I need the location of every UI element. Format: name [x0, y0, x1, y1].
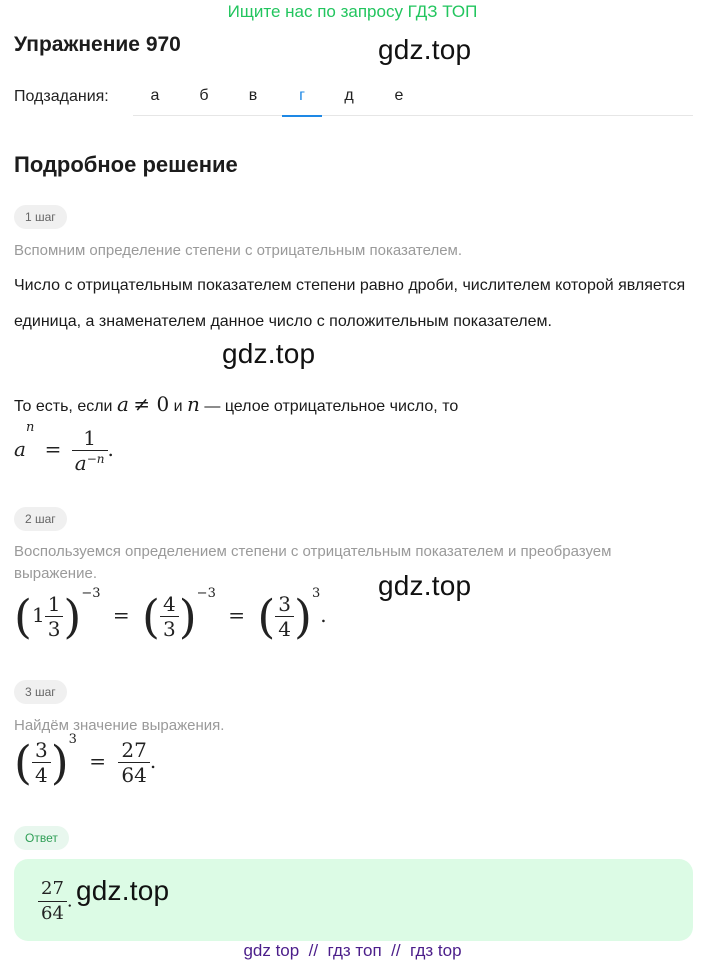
- tab-v[interactable]: в: [248, 87, 258, 104]
- exercise-title: Упражнение 970: [14, 33, 181, 56]
- subtasks-label: Подзадания:: [14, 88, 109, 105]
- definition-formula: $a^n$ = $\frac{1}{a^{-n}}$ .: [14, 420, 114, 475]
- step-3-formula: ( $\frac{3}{4}$ )$^3$ = $\frac{27}{64}$ .: [14, 732, 157, 790]
- step-1-text: Число с отрицательным показателем степени равно дроби, числителем которой является единица, а знаменателем данное число с положительным показателем.: [14, 277, 686, 330]
- watermark: gdz.top: [76, 875, 170, 906]
- promo-banner[interactable]: Ищите нас по запросу ГДЗ ТОП: [227, 2, 478, 21]
- tab-a[interactable]: а: [150, 87, 160, 104]
- step-2-hint: Воспользуемся определением степени с отрицательным показателем и преобразуем выражение.: [14, 543, 612, 582]
- step-1-condition: [14, 386, 694, 425]
- answer-numerator: 27: [38, 877, 67, 902]
- answer-chip: Ответ: [14, 826, 69, 850]
- condition-suffix: — целое отрицательное число, то: [204, 398, 459, 415]
- tab-d[interactable]: д: [344, 87, 354, 104]
- solution-title: Подробное решение: [14, 152, 238, 177]
- condition-and: и: [173, 398, 183, 415]
- step-1-chip: 1 шаг: [14, 205, 67, 229]
- watermark: gdz.top: [378, 34, 472, 65]
- neq-zero: ≠ 0: [133, 392, 170, 416]
- step-2-formula: (1 $\frac{1}{3}$ )$^{-3}$ = ( $\frac{4}{3}$ )$^{-3}$ = ( $\frac{3}{4}$ )$^3$.: [14, 586, 327, 644]
- step-2-chip: 2 шаг: [14, 507, 67, 531]
- answer-value: $\frac{27}{64}$ .: [38, 877, 73, 926]
- step-3-chip: 3 шаг: [14, 680, 67, 704]
- condition-prefix: То есть, если: [14, 398, 113, 415]
- footer-links[interactable]: gdz top // гдз топ // гдз top: [243, 941, 462, 960]
- var-n: n: [187, 392, 200, 416]
- tab-b[interactable]: б: [199, 87, 209, 104]
- answer-box: [14, 859, 693, 941]
- tab-g[interactable]: г: [282, 80, 322, 116]
- watermark: gdz.top: [222, 338, 316, 369]
- answer-denominator: 64: [41, 903, 64, 924]
- tab-e[interactable]: е: [394, 87, 404, 104]
- subtask-tabs: [133, 80, 693, 116]
- step-3-hint: Найдём значение выражения.: [14, 717, 225, 734]
- step-1-hint: Вспомним определение степени с отрицательным показателем.: [14, 242, 463, 259]
- var-a: a: [116, 392, 129, 416]
- watermark: gdz.top: [378, 570, 472, 601]
